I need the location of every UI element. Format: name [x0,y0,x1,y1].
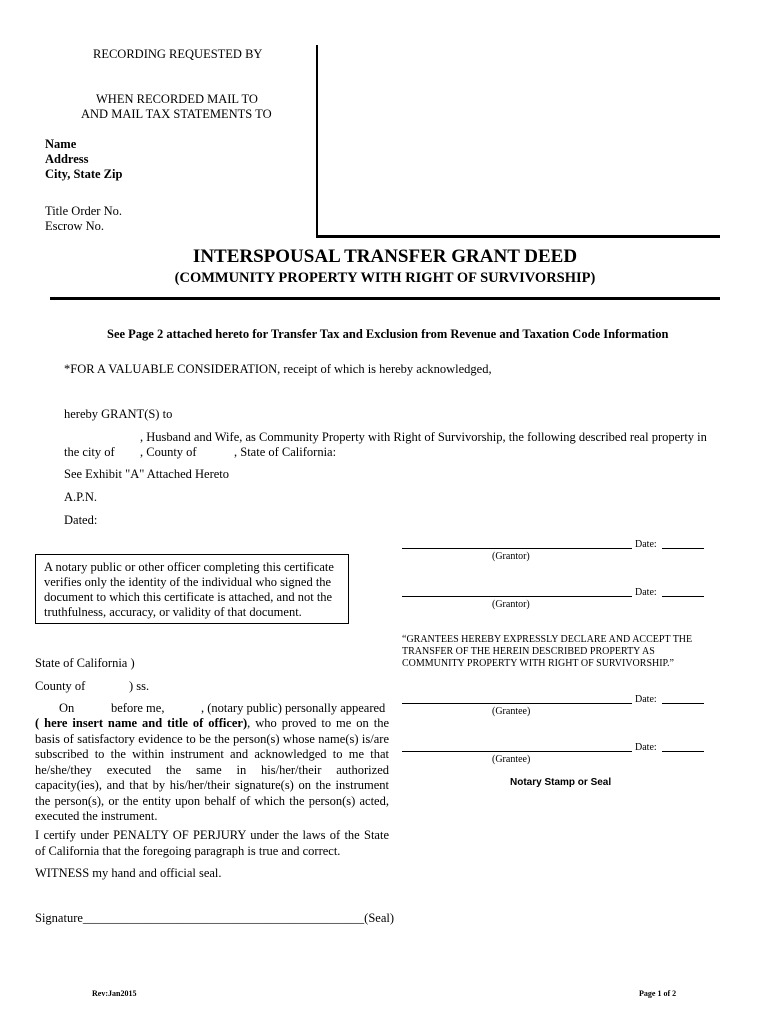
header-divider-vertical [316,45,318,237]
grantee-date-label-2: Date: [635,742,657,753]
see-page2-note: See Page 2 attached hereto for Transfer Tax and Exclusion from Revenue and Taxation Code Information [107,327,669,341]
ss-label: ) ss. [129,679,150,693]
county-of-text: , County of [140,445,197,459]
grantor-date-label-1: Date: [635,539,657,550]
header-rule-top [316,235,720,238]
when-recorded-line1: WHEN RECORDED MAIL TO [96,92,258,106]
disclaimer-line-2: verifies only the identity of the individual who signed the [44,575,332,589]
on-label: On [59,701,75,715]
declaration-line-2: TRANSFER OF THE HEREIN DESCRIBED PROPERTY AS [402,646,655,657]
insert-officer-name: ( here insert name and title of officer) [35,716,248,730]
before-me-label: before me, [111,701,165,715]
notary-disclaimer-box [35,554,349,624]
grants-to-text: hereby GRANT(S) to [64,407,173,421]
grantee-signature-line-2 [402,751,632,752]
state-of-text: , State of California: [234,445,337,459]
revision-label: Rev:Jan2015 [92,989,137,998]
county-of-label: County of [35,679,86,693]
grantee-label-2: (Grantee) [492,754,531,765]
grantee-label-1: (Grantee) [492,706,531,717]
when-recorded-line2: AND MAIL TAX STATEMENTS TO [81,107,272,121]
declaration-line-1: “GRANTEES HEREBY EXPRESSLY DECLARE AND ACCEPT THE [402,634,693,645]
grantee-date-line-1 [662,703,704,704]
grantor-signature-line-2 [402,596,632,597]
grantee-date-line-2 [662,751,704,752]
apn-label: A.P.N. [64,490,97,504]
title-rule-bottom [50,297,720,300]
address-label: Address [45,152,89,166]
grantor-date-label-2: Date: [635,587,657,598]
dated-label: Dated: [64,513,98,527]
exhibit-text: See Exhibit "A" Attached Hereto [64,467,230,481]
escrow-label: Escrow No. [45,219,105,233]
grantor-label-2: (Grantor) [492,599,530,610]
acknowledgment-text: , who proved to me on the basis of satisfactory evidence to be the person(s) whose name(s) is/are subscribed to the within instrument and acknowledged to me that he/she/they executed the same in his/her/their authorized capacity(ies), and that by his/her/their signature(s) on the instrument the person(s), or the entity upon behalf of which the person(s) acted, executed the instrument. [35,716,389,823]
deed-subtitle: (COMMUNITY PROPERTY WITH RIGHT OF SURVIVORSHIP) [174,270,596,286]
grantor-date-line-1 [662,548,704,549]
consideration-text: *FOR A VALUABLE CONSIDERATION, receipt of which is hereby acknowledged, [64,362,492,376]
notary-signature-line: Signature_____________________________________________(Seal) [35,911,395,925]
title-order-label: Title Order No. [45,204,122,218]
city-of-text: the city of [64,445,115,459]
notary-public-text: , (notary public) personally appeared [201,701,386,715]
grantor-label-1: (Grantor) [492,551,530,562]
grantee-date-label-1: Date: [635,694,657,705]
state-of-california: State of California ) [35,656,135,670]
certify-perjury: I certify under PENALTY OF PERJURY under the laws of the State of California that the foregoing paragraph is true and correct. [35,828,389,858]
name-label: Name [45,137,77,151]
husband-wife-text: , Husband and Wife, as Community Property with Right of Survivorship, the following described real property in [140,430,707,444]
grantor-signature-line-1 [402,548,632,549]
grantees-declaration [402,634,692,670]
declaration-line-3: COMMUNITY PROPERTY WITH RIGHT OF SURVIVORSHIP.” [402,658,674,669]
disclaimer-line-4: truthfulness, accuracy, or validity of that document. [44,605,302,619]
disclaimer-line-1: A notary public or other officer completing this certificate [44,560,334,574]
witness-text: WITNESS my hand and official seal. [35,866,222,880]
notary-stamp-label: Notary Stamp or Seal [510,777,612,788]
deed-title: INTERSPOUSAL TRANSFER GRANT DEED [192,246,578,267]
page-number: Page 1 of 2 [639,989,677,998]
grantee-signature-line-1 [402,703,632,704]
disclaimer-line-3: document to which this certificate is attached, and not the [44,590,333,604]
grantor-date-line-2 [662,596,704,597]
acknowledgment-paragraph [35,716,389,825]
city-state-zip-label: City, State Zip [45,167,123,181]
recording-requested-by: RECORDING REQUESTED BY [93,47,263,61]
